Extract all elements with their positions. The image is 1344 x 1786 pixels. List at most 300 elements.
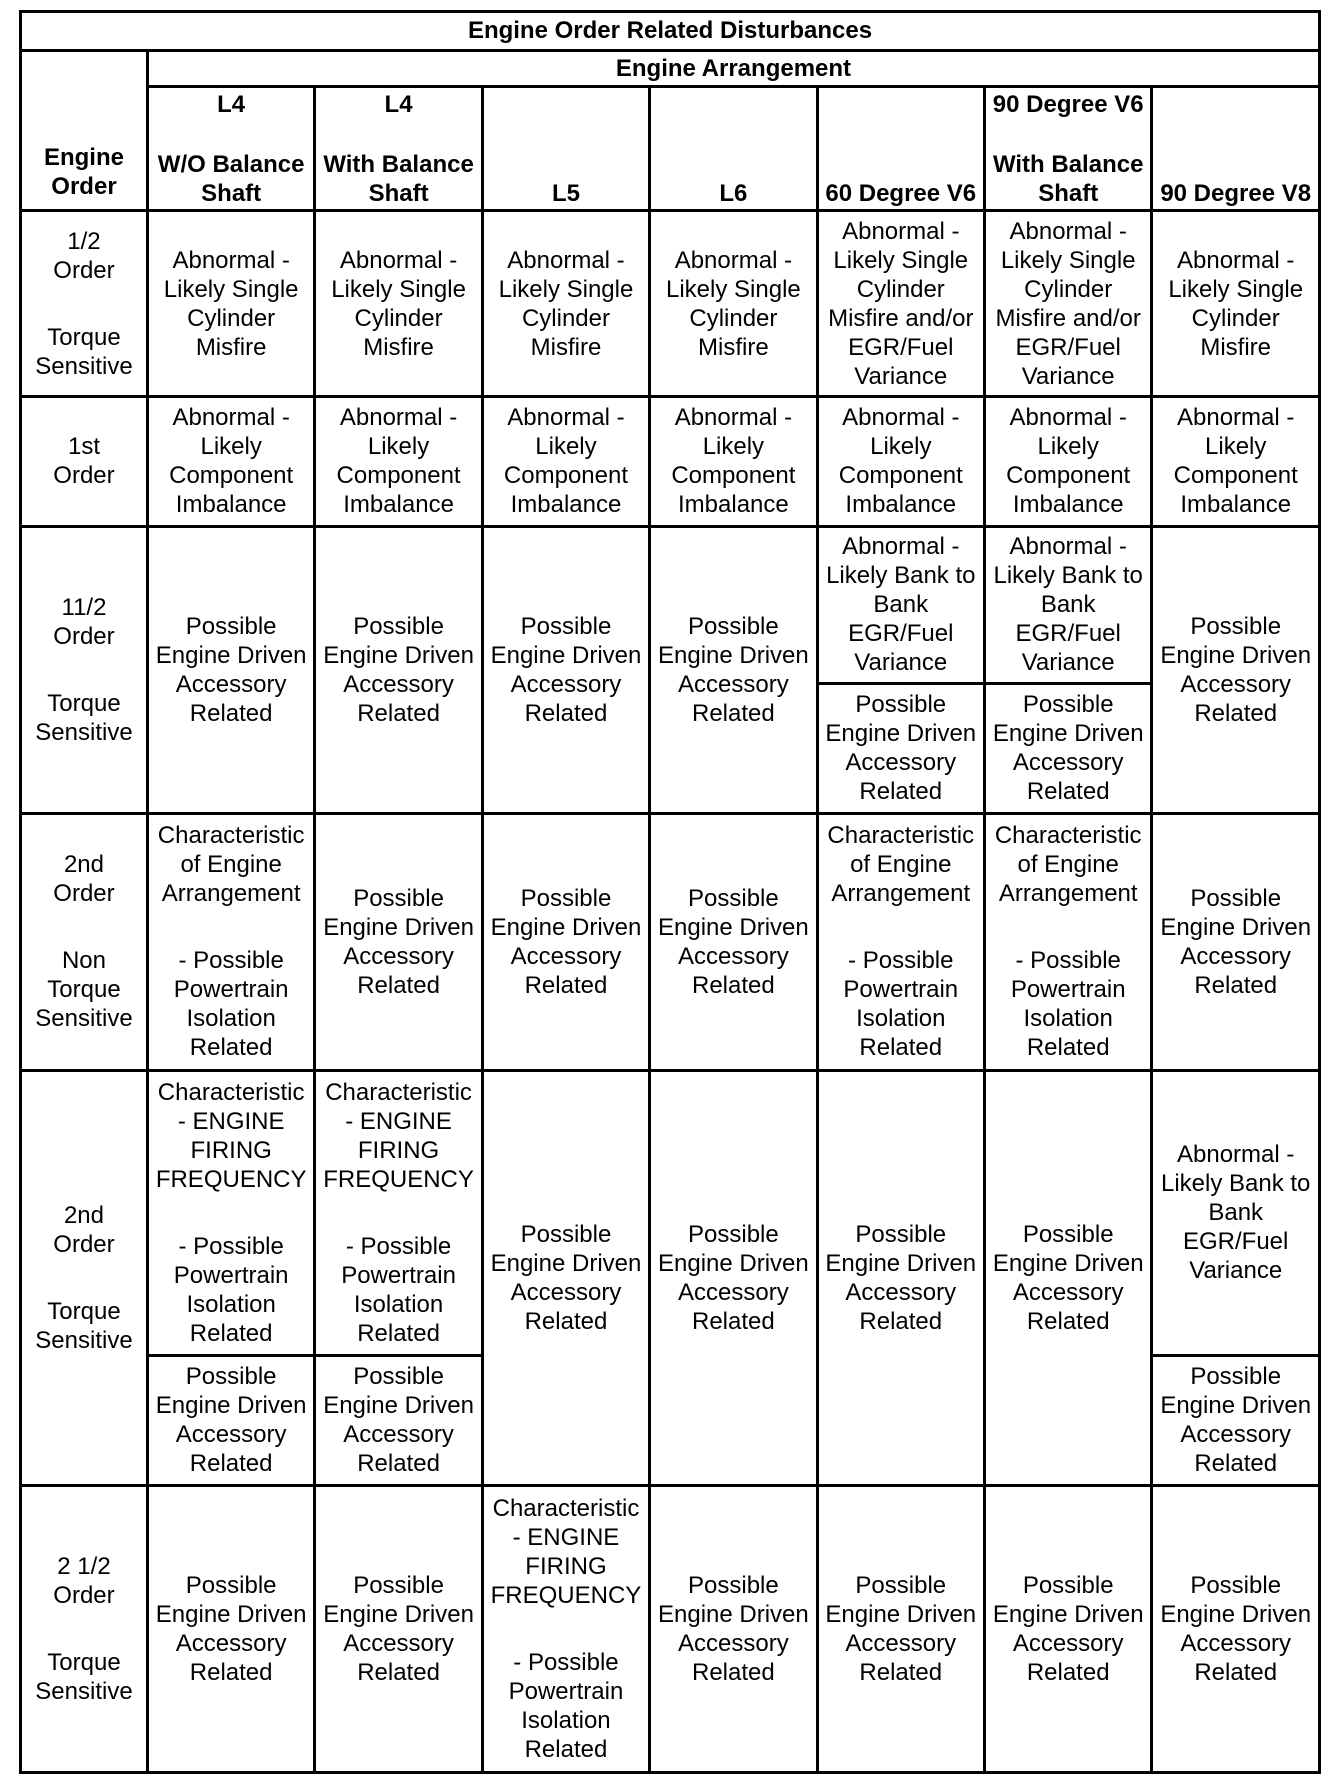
column-header-60-v6 xyxy=(817,87,984,211)
table-cell xyxy=(1152,396,1320,526)
cell-text-line: Engine Driven xyxy=(825,1249,977,1277)
row-sensitivity-line: Non xyxy=(61,947,106,975)
cell-text-line: Cylinder xyxy=(689,304,778,332)
cell-text-line: Accessory xyxy=(510,671,622,699)
cell-text-line: Abnormal - xyxy=(172,246,290,274)
row-header-gap xyxy=(23,285,145,323)
cell-text-line: Variance xyxy=(854,362,948,390)
cell-text-line: FREQUENCY xyxy=(155,1165,307,1193)
cell-text-line: Related xyxy=(1194,700,1278,728)
column-header-bottom xyxy=(150,150,312,208)
cell-text-line: - ENGINE xyxy=(177,1107,285,1135)
cell-text-line: Accessory xyxy=(510,1278,622,1306)
cell-text-line: Abnormal - xyxy=(507,246,625,274)
cell-text-line: Characteristic xyxy=(325,1078,472,1106)
cell-gap xyxy=(317,1194,479,1232)
column-header-top: L4 xyxy=(384,90,413,118)
row-order-line: Order xyxy=(53,1230,115,1258)
cell-text-line: FIRING xyxy=(190,1136,272,1164)
column-header-l5 xyxy=(482,87,649,211)
table-cell xyxy=(315,1485,482,1772)
row-order-line: 2 1/2 xyxy=(57,1552,111,1580)
cell-text-line: Possible xyxy=(353,613,444,641)
cell-text-line: Likely xyxy=(870,433,932,461)
cell-text-line: Powertrain xyxy=(341,1261,456,1289)
cell-text-line: FREQUENCY xyxy=(323,1165,474,1193)
table-cell xyxy=(482,527,649,814)
cell-text-line: Related xyxy=(859,778,943,806)
cell-text-line: Possible xyxy=(855,1220,947,1248)
cell-text-line: Cylinder xyxy=(354,304,443,332)
row-sensitivity-line: Sensitive xyxy=(35,719,133,747)
table-cell xyxy=(817,683,984,813)
cell-text-line: Arrangement xyxy=(161,880,301,908)
row-header-gap xyxy=(23,1610,145,1648)
table-title: Engine Order Related Disturbances xyxy=(21,12,1320,51)
cell-gap xyxy=(987,908,1149,946)
cell-text-line: Engine Driven xyxy=(155,642,307,670)
cell-text-line: Likely xyxy=(1037,433,1099,461)
cell-text-line: Accessory xyxy=(1180,1421,1292,1449)
cell-text-line: Possible xyxy=(185,1363,277,1391)
cell-text-line: Component xyxy=(336,462,461,490)
row-header-one-and-half-order xyxy=(21,527,148,814)
cell-text-line: Variance xyxy=(1021,362,1115,390)
row-order-line: 2nd xyxy=(63,851,104,879)
column-header-top: 90 Degree V6 xyxy=(992,90,1144,118)
cell-text-line: Abnormal - xyxy=(674,246,793,274)
cell-text-line: Related xyxy=(524,1735,608,1763)
cell-text-line: Isolation xyxy=(1023,1005,1113,1033)
row-order-line: Order xyxy=(53,880,115,908)
cell-text-line: Likely Single xyxy=(666,275,801,303)
cell-text-line: Possible xyxy=(353,884,444,912)
table-cell xyxy=(147,814,314,1071)
cell-text-line: Engine Driven xyxy=(1160,642,1312,670)
row-header-two-and-half-order xyxy=(21,1485,148,1772)
cell-text-line: Related xyxy=(859,1307,943,1335)
cell-text-line: Possible xyxy=(1190,1571,1282,1599)
cell-gap xyxy=(150,908,312,946)
cell-text-line: of Engine xyxy=(180,851,282,879)
cell-text-line: Likely Single xyxy=(498,275,634,303)
cell-text-line: Arrangement xyxy=(998,880,1138,908)
cell-text-line: Accessory xyxy=(1012,1278,1124,1306)
cell-text-line: - Possible xyxy=(513,1648,619,1676)
cell-text-line: Isolation xyxy=(186,1005,276,1033)
cell-text-line: Possible xyxy=(520,884,612,912)
cell-text-line: Accessory xyxy=(845,1629,957,1657)
table-cell xyxy=(984,683,1151,813)
column-header-bottom xyxy=(987,150,1149,208)
column-header-90-v6-balance xyxy=(984,87,1151,211)
cell-text-line: Bank xyxy=(873,591,929,619)
cell-text-line: Engine Driven xyxy=(992,1600,1144,1628)
cell-text-line: Component xyxy=(1006,462,1131,490)
cell-text-line: Accessory xyxy=(678,942,789,970)
table-cell xyxy=(817,814,984,1071)
cell-text-line: EGR/Fuel xyxy=(1015,620,1121,648)
cell-text-line: Possible xyxy=(688,613,779,641)
cell-text-line: Misfire xyxy=(698,333,769,361)
column-header-l6 xyxy=(650,87,817,211)
table-cell xyxy=(315,1355,482,1485)
cell-text-line: Accessory xyxy=(175,1421,287,1449)
column-header-line: Shaft xyxy=(1038,179,1099,207)
cell-text-line: Engine Driven xyxy=(323,1600,474,1628)
cell-text-line: Possible xyxy=(1022,691,1114,719)
cell-text-line: EGR/Fuel xyxy=(848,620,954,648)
table-cell xyxy=(650,1070,817,1485)
cell-text-line: Related xyxy=(1026,1307,1110,1335)
table-cell xyxy=(817,1070,984,1485)
cell-text-line: Component xyxy=(671,462,796,490)
engine-order-header xyxy=(21,50,148,211)
table-cell xyxy=(984,1485,1151,1772)
cell-text-line: Powertrain xyxy=(173,1261,289,1289)
cell-text-line: Related xyxy=(692,1307,775,1335)
cell-text-line: Abnormal - xyxy=(1177,1141,1295,1169)
cell-text-line: Related xyxy=(692,700,775,728)
cell-text-line: EGR/Fuel xyxy=(1183,1228,1289,1256)
cell-text-line: Engine Driven xyxy=(1160,1600,1312,1628)
table-cell xyxy=(984,211,1151,396)
cell-text-line: Misfire xyxy=(530,333,602,361)
cell-text-line: Related xyxy=(189,1034,273,1062)
cell-text-line: Abnormal - xyxy=(1009,533,1127,561)
cell-text-line: Related xyxy=(524,1307,608,1335)
cell-text-line: Misfire xyxy=(195,333,267,361)
cell-text-line: Related xyxy=(1194,1658,1278,1686)
cell-text-line: Accessory xyxy=(343,1421,454,1449)
cell-text-line: Bank xyxy=(1040,591,1096,619)
cell-text-line: Engine Driven xyxy=(825,1600,977,1628)
cell-text-line: Variance xyxy=(1189,1257,1283,1285)
cell-text-line: Likely Single xyxy=(1168,275,1304,303)
table-cell xyxy=(650,211,817,396)
cell-text-line: Abnormal - xyxy=(1177,246,1295,274)
cell-text-line: Component xyxy=(838,462,963,490)
column-header-line: W/O Balance xyxy=(157,150,305,178)
cell-text-line: Abnormal - xyxy=(842,533,960,561)
cell-text-line: - Possible xyxy=(345,1232,452,1260)
cell-text-line: Possible xyxy=(688,1220,779,1248)
column-header-line: 90 Degree V8 xyxy=(1160,179,1312,207)
table-cell xyxy=(817,527,984,684)
cell-text-line: - Possible xyxy=(178,947,284,975)
row-sensitivity-line: Torque xyxy=(47,1297,121,1325)
cell-text-line: Imbalance xyxy=(678,491,789,519)
cell-text-line: Powertrain xyxy=(843,976,959,1004)
cell-text-line: Variance xyxy=(1021,649,1115,677)
cell-text-line: Accessory xyxy=(845,749,957,777)
column-header-line: Shaft xyxy=(368,179,429,207)
column-header-line: With Balance xyxy=(323,150,474,178)
cell-text-line: Characteristic xyxy=(157,1078,305,1106)
cell-text-line: FIRING xyxy=(357,1136,440,1164)
cell-text-line: - Possible xyxy=(178,1232,284,1260)
cell-text-line: Possible xyxy=(353,1363,444,1391)
cell-text-line: Engine Driven xyxy=(323,1392,474,1420)
table-cell xyxy=(482,211,649,396)
cell-text-line: Isolation xyxy=(856,1005,946,1033)
table-cell xyxy=(482,814,649,1071)
cell-text-line: Accessory xyxy=(678,1629,789,1657)
cell-text-line: Accessory xyxy=(1180,1629,1292,1657)
cell-text-line: Engine Driven xyxy=(658,1249,809,1277)
cell-text-line: Possible xyxy=(1190,884,1282,912)
column-header-l4-with-balance xyxy=(315,87,482,211)
cell-text-line: Possible xyxy=(185,1571,277,1599)
cell-text-line: Abnormal - xyxy=(842,404,960,432)
cell-text-line: Imbalance xyxy=(510,491,622,519)
cell-text-line: Variance xyxy=(854,649,948,677)
row-header-gap xyxy=(23,651,145,689)
table-cell xyxy=(315,814,482,1071)
table-cell xyxy=(315,1070,482,1355)
cell-text-line: Component xyxy=(169,462,294,490)
cell-text-line: Possible xyxy=(520,613,612,641)
cell-text-line: Related xyxy=(189,1319,273,1347)
column-header-line: L5 xyxy=(551,179,580,207)
cell-text-line: Accessory xyxy=(175,671,287,699)
cell-text-line: Misfire and/or xyxy=(995,304,1141,332)
cell-text-line: Characteristic xyxy=(492,1494,640,1522)
cell-text-line: Cylinder xyxy=(1024,275,1113,303)
cell-text-line: Arrangement xyxy=(831,880,971,908)
cell-text-line: Abnormal - xyxy=(842,217,960,245)
row-header-half-order xyxy=(21,211,148,396)
cell-text-line: Accessory xyxy=(1180,942,1292,970)
cell-text-line: - Possible xyxy=(1015,947,1121,975)
cell-text-line: - ENGINE xyxy=(512,1523,620,1551)
row-order-line: Order xyxy=(53,462,115,490)
table-cell xyxy=(1152,211,1320,396)
cell-text-line: Cylinder xyxy=(856,275,945,303)
cell-text-line: Cylinder xyxy=(1191,304,1280,332)
row-header-first-order xyxy=(21,396,148,526)
cell-text-line: Imbalance xyxy=(1012,491,1124,519)
cell-text-line: Imbalance xyxy=(845,491,957,519)
cell-text-line: Engine Driven xyxy=(825,720,977,748)
row-order-line: Order xyxy=(53,623,115,651)
cell-text-line: Engine Driven xyxy=(155,1392,307,1420)
table-cell xyxy=(650,527,817,814)
cell-text-line: Accessory xyxy=(175,1629,287,1657)
cell-text-line: Isolation xyxy=(186,1290,276,1318)
row-order-line: 11/2 xyxy=(61,594,107,622)
cell-text-line: Accessory xyxy=(343,1629,454,1657)
cell-text-line: Engine Driven xyxy=(323,913,474,941)
cell-text-line: Abnormal - xyxy=(1009,404,1127,432)
cell-text-line: Abnormal - xyxy=(1177,404,1295,432)
cell-gap xyxy=(820,908,982,946)
cell-text-line: Engine Driven xyxy=(1160,913,1312,941)
row-sensitivity-line: Sensitive xyxy=(35,352,133,380)
table-cell xyxy=(147,527,314,814)
table-cell xyxy=(984,1070,1151,1485)
column-header-bottom xyxy=(820,179,982,208)
cell-text-line: Possible xyxy=(1190,1363,1282,1391)
cell-text-line: Cylinder xyxy=(187,304,276,332)
cell-text-line: Abnormal - xyxy=(339,246,458,274)
cell-text-line: Accessory xyxy=(678,671,789,699)
row-order-line: Order xyxy=(53,256,115,284)
table-cell xyxy=(147,396,314,526)
column-header-bottom xyxy=(317,150,479,208)
cell-text-line: Cylinder xyxy=(521,304,610,332)
cell-text-line: Related xyxy=(859,1658,943,1686)
table-cell xyxy=(817,1485,984,1772)
cell-text-line: Misfire and/or xyxy=(828,304,974,332)
cell-text-line: Powertrain xyxy=(1010,976,1126,1004)
row-sensitivity-line: Sensitive xyxy=(35,1677,133,1705)
cell-text-line: Possible xyxy=(520,1220,612,1248)
cell-text-line: Likely Single xyxy=(833,246,969,274)
row-sensitivity-line: Sensitive xyxy=(35,1005,133,1033)
table-cell xyxy=(1152,1485,1320,1772)
table-cell xyxy=(482,1070,649,1485)
table-cell xyxy=(650,814,817,1071)
cell-text-line: Engine Driven xyxy=(323,642,474,670)
cell-text-line: Isolation xyxy=(353,1290,444,1318)
cell-text-line: Isolation xyxy=(521,1706,611,1734)
cell-text-line: Related xyxy=(357,1319,440,1347)
table-cell xyxy=(984,396,1151,526)
cell-text-line: Related xyxy=(524,971,608,999)
cell-text-line: Related xyxy=(859,1034,943,1062)
cell-text-line: Related xyxy=(189,1658,273,1686)
cell-text-line: Engine Driven xyxy=(992,1249,1144,1277)
cell-text-line: Engine Driven xyxy=(490,913,642,941)
cell-text-line: Characteristic xyxy=(994,822,1142,850)
cell-text-line: Related xyxy=(357,700,440,728)
cell-text-line: Likely xyxy=(200,433,262,461)
row-header-gap xyxy=(23,908,145,946)
cell-text-line: - ENGINE xyxy=(345,1107,452,1135)
cell-text-line: Likely Single xyxy=(331,275,466,303)
cell-text-line: Imbalance xyxy=(175,491,287,519)
cell-gap xyxy=(150,1194,312,1232)
cell-text-line: Accessory xyxy=(343,942,454,970)
cell-gap xyxy=(485,1610,647,1648)
table-cell xyxy=(650,396,817,526)
row-order-line: 1st xyxy=(67,433,100,461)
table-cell xyxy=(315,527,482,814)
column-header-bottom xyxy=(1154,179,1317,208)
cell-text-line: Possible xyxy=(855,1571,947,1599)
column-header-line: Shaft xyxy=(201,179,262,207)
cell-text-line: Engine Driven xyxy=(490,642,642,670)
cell-text-line: EGR/Fuel xyxy=(1015,333,1121,361)
table-cell xyxy=(650,1485,817,1772)
table-cell xyxy=(147,1355,314,1485)
row-sensitivity-line: Torque xyxy=(47,323,121,351)
cell-text-line: Related xyxy=(1194,971,1278,999)
cell-text-line: Likely Single xyxy=(1000,246,1136,274)
row-order-line: 1/2 xyxy=(67,227,101,255)
cell-text-line: Engine Driven xyxy=(658,913,809,941)
cell-text-line: Likely Bank to xyxy=(1160,1170,1311,1198)
cell-text-line: Powertrain xyxy=(508,1677,624,1705)
engine-order-table xyxy=(19,10,1321,1774)
cell-text-line: Likely xyxy=(702,433,765,461)
row-sensitivity-line: Sensitive xyxy=(35,1326,133,1354)
cell-text-line: Related xyxy=(189,1450,273,1478)
cell-text-line: Related xyxy=(1026,1034,1110,1062)
cell-text-line: Related xyxy=(692,1658,775,1686)
cell-text-line: Related xyxy=(1026,778,1110,806)
cell-text-line: Component xyxy=(1173,462,1298,490)
cell-text-line: Abnormal - xyxy=(674,404,793,432)
cell-text-line: EGR/Fuel xyxy=(848,333,954,361)
cell-text-line: Abnormal - xyxy=(507,404,625,432)
column-header-line: L6 xyxy=(719,179,748,207)
cell-text-line: Accessory xyxy=(1180,671,1292,699)
row-sensitivity-line: Torque xyxy=(47,1648,121,1676)
cell-text-line: Accessory xyxy=(845,1278,957,1306)
row-header-second-order-non-torque xyxy=(21,814,148,1071)
table-cell xyxy=(984,814,1151,1071)
cell-text-line: of Engine xyxy=(850,851,952,879)
cell-text-line: Possible xyxy=(1022,1220,1114,1248)
cell-text-line: Misfire xyxy=(363,333,434,361)
table-cell xyxy=(1152,1355,1320,1485)
cell-text-line: Related xyxy=(1194,1450,1278,1478)
cell-text-line: Related xyxy=(189,700,273,728)
column-header-bottom xyxy=(652,179,814,208)
column-header-l4-wo-balance xyxy=(147,87,314,211)
cell-text-line: Likely Bank to xyxy=(993,562,1143,590)
cell-text-line: Engine Driven xyxy=(155,1600,307,1628)
cell-text-line: Likely xyxy=(367,433,430,461)
table-cell xyxy=(817,396,984,526)
cell-text-line: Possible xyxy=(1022,1571,1114,1599)
cell-text-line: Likely Bank to xyxy=(826,562,976,590)
column-header-bottom xyxy=(485,179,647,208)
table-cell xyxy=(1152,527,1320,814)
cell-text-line: Abnormal - xyxy=(1009,217,1127,245)
cell-text-line: Related xyxy=(357,1658,440,1686)
table-cell xyxy=(315,396,482,526)
cell-text-line: Engine Driven xyxy=(1160,1392,1312,1420)
column-header-90-v8 xyxy=(1152,87,1320,211)
table-cell xyxy=(1152,1070,1320,1355)
cell-text-line: Imbalance xyxy=(1180,491,1292,519)
cell-text-line: Engine Driven xyxy=(658,642,809,670)
cell-text-line: Accessory xyxy=(1012,1629,1124,1657)
cell-text-line: Related xyxy=(1026,1658,1110,1686)
cell-text-line: Misfire xyxy=(1200,333,1272,361)
cell-text-line: Accessory xyxy=(510,942,622,970)
cell-text-line: Related xyxy=(357,971,440,999)
cell-text-line: Accessory xyxy=(343,671,454,699)
table-cell xyxy=(817,211,984,396)
cell-text-line: - Possible xyxy=(848,947,954,975)
cell-text-line: Bank xyxy=(1208,1199,1264,1227)
table-cell xyxy=(482,1485,649,1772)
table-cell xyxy=(147,211,314,396)
row-order-line: 2nd xyxy=(63,1201,104,1229)
cell-text-line: Engine Driven xyxy=(658,1600,809,1628)
row-header-second-order-torque xyxy=(21,1070,148,1485)
cell-text-line: Likely xyxy=(1205,433,1267,461)
cell-text-line: Likely Single xyxy=(163,275,299,303)
cell-text-line: Accessory xyxy=(1012,749,1124,777)
cell-text-line: Engine Driven xyxy=(992,720,1144,748)
cell-text-line: Powertrain xyxy=(173,976,289,1004)
cell-text-line: Possible xyxy=(1190,613,1282,641)
